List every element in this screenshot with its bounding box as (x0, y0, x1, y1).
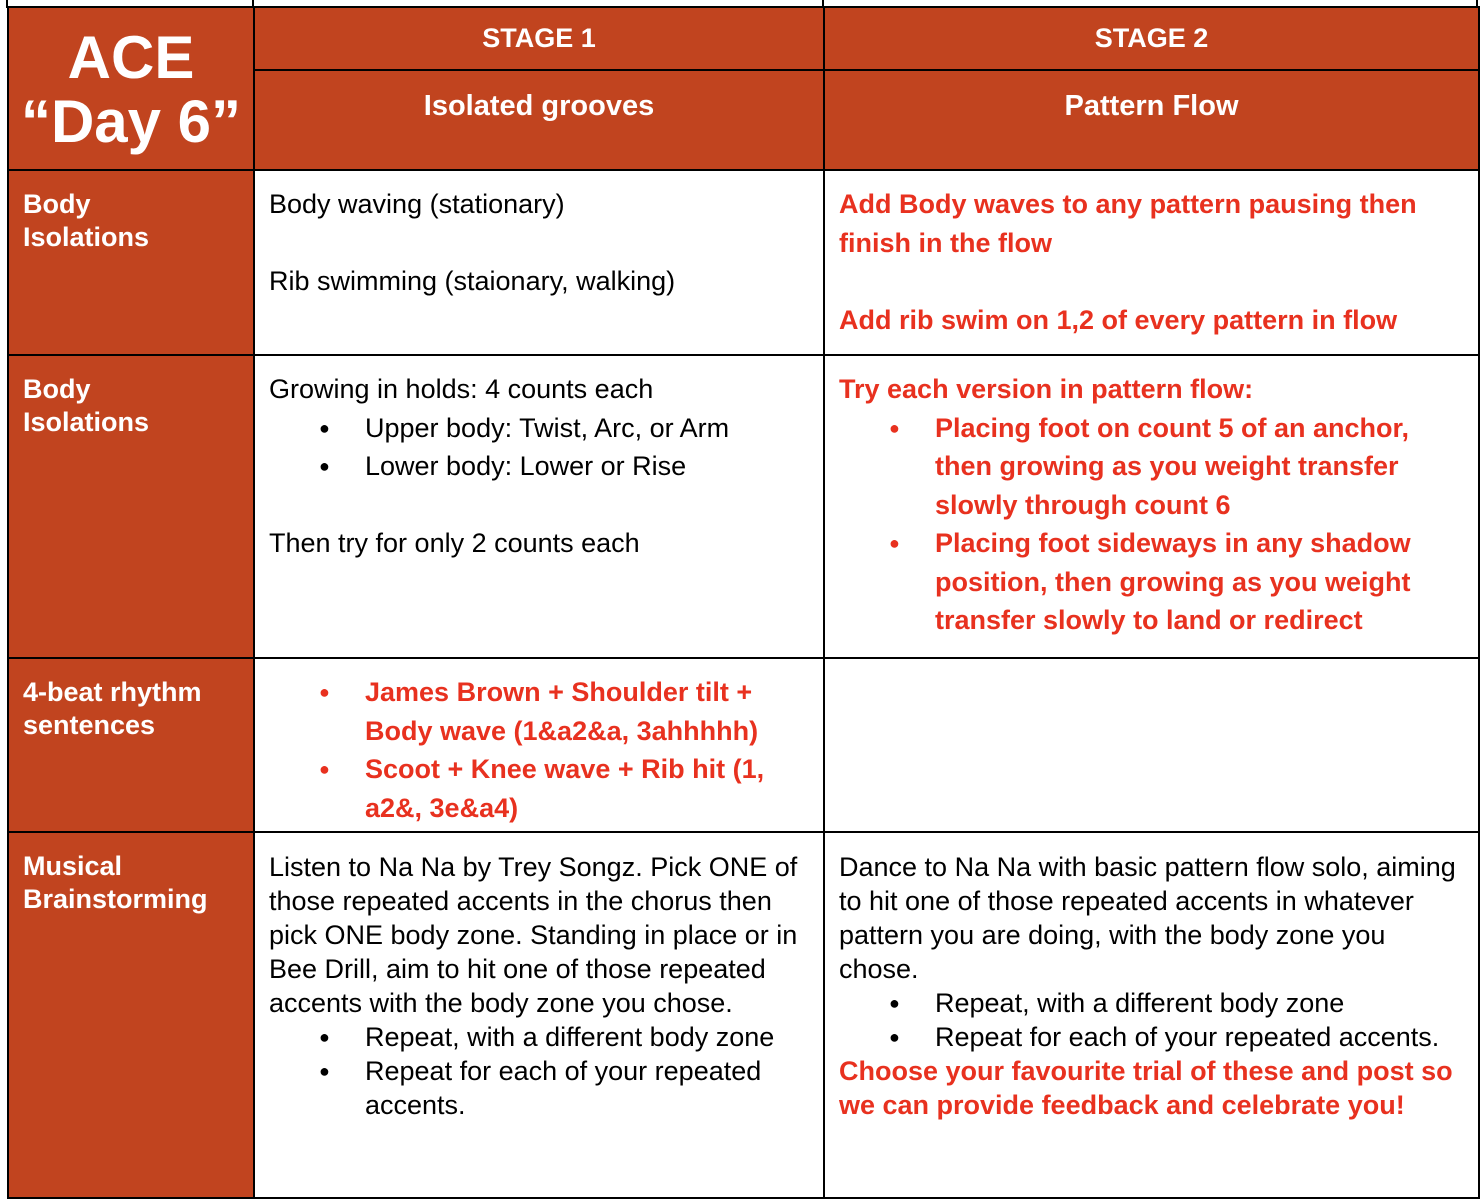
stage1-cell (254, 658, 824, 832)
list-item: ● Repeat for each of your repeated accents. (839, 1020, 1464, 1054)
list-item: ● Scoot + Knee wave + Rib hit (1, a2&, 3e&a4) (269, 750, 809, 827)
stage2-cell (824, 170, 1479, 355)
bullet-list (839, 986, 1464, 1054)
ace-title-line2: “Day 6” (20, 87, 242, 155)
table-row (8, 832, 1479, 1198)
stage1-label: STAGE 1 (254, 7, 824, 70)
activity-text: Add Body waves to any pattern pausing then finish in the flow (839, 189, 1417, 258)
activity-text: Add rib swim on 1,2 of every pattern in flow (839, 304, 1398, 335)
stage1-title: Isolated grooves (423, 90, 655, 122)
table-row (8, 658, 1479, 832)
stage1-cell (254, 355, 824, 658)
row-label (8, 658, 254, 832)
activity-text: Listen to Na Na by Trey Songz. Pick ONE of those repeated accents in the chorus then pick ONE body zone. Standing in place or in Bee Drill, aim to hit one of those repeated accents with the body zone you chose. (269, 852, 798, 1018)
list-item: ● Upper body: Twist, Arc, or Arm (269, 409, 809, 448)
row-label (8, 355, 254, 658)
activity-text: Rib swimming (staionary, walking) (269, 266, 676, 296)
lesson-plan-table (7, 6, 1480, 1199)
stage1-cell (254, 170, 824, 355)
stage2-label: STAGE 2 (824, 7, 1479, 70)
row-label (8, 832, 254, 1198)
stage2-cell-empty (824, 658, 1479, 832)
activity-text: Growing in holds: 4 counts each (269, 374, 654, 404)
row-label-text: Body Isolations (23, 189, 150, 252)
stage2-title-cell (824, 70, 1479, 170)
bullet-list (839, 409, 1464, 640)
bullet-list (269, 673, 809, 827)
call-to-action: Choose your favourite trial of these and post so we can provide feedback and celebrate you! (839, 1056, 1453, 1120)
header-row (8, 7, 1479, 70)
list-item: ● Repeat, with a different body zone (839, 986, 1464, 1020)
list-item: ● Repeat for each of your repeated accents. (269, 1054, 809, 1122)
row-label-text: Body Isolations (23, 374, 150, 437)
ace-title-cell (8, 7, 254, 170)
activity-text: Body waving (stationary) (269, 189, 565, 219)
row-label (8, 170, 254, 355)
list-item: ● Repeat, with a different body zone (269, 1020, 809, 1054)
stage2-title: Pattern Flow (1064, 90, 1239, 122)
table-row (8, 355, 1479, 658)
stage2-cell (824, 832, 1479, 1198)
list-item: ● Placing foot on count 5 of an anchor, then growing as you weight transfer slowly through count 6 (839, 409, 1464, 525)
list-item: ● James Brown + Shoulder tilt + Body wave (1&a2&a, 3ahhhhh) (269, 673, 809, 750)
activity-text: Try each version in pattern flow: (839, 374, 1254, 404)
ace-title-line1: ACE (67, 23, 195, 91)
stage1-title-cell (254, 70, 824, 170)
bullet-list (269, 1020, 809, 1122)
bullet-list (269, 409, 809, 486)
row-label-text: 4-beat rhythm sentences (23, 677, 202, 740)
row-label-text: Musical Brainstorming (23, 851, 208, 914)
stage1-cell (254, 832, 824, 1198)
ace-title (9, 23, 253, 155)
stage2-cell (824, 355, 1479, 658)
list-item: ● Lower body: Lower or Rise (269, 447, 809, 486)
activity-text: Dance to Na Na with basic pattern flow solo, aiming to hit one of those repeated accents in whatever pattern you are doing, with the body zone you chose. (839, 852, 1456, 984)
activity-text: Then try for only 2 counts each (269, 528, 640, 558)
table-row (8, 170, 1479, 355)
list-item: ● Placing foot sideways in any shadow position, then growing as you weight transfer slowly to land or redirect (839, 524, 1464, 640)
